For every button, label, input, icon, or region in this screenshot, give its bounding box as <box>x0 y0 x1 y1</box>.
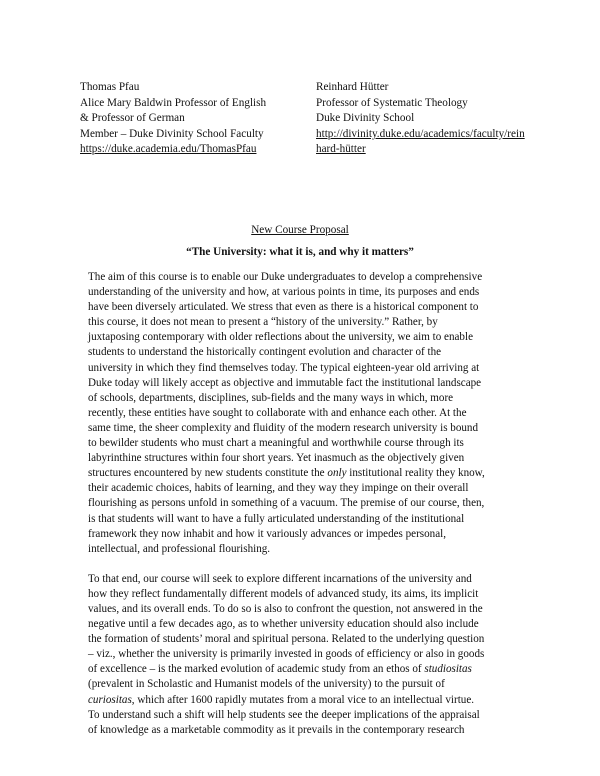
text-segment: , which after 1600 rapidly mutates from a moral vice to an intellectual virtue. <box>131 693 475 706</box>
text-line: recently, these entities have sought to collaborate with and enhance each other. At the <box>88 406 467 419</box>
text-line: same time, the sheer complexity and fluidity of the modern research university is bound <box>88 421 479 434</box>
left-contact-block <box>80 80 290 158</box>
paragraph-1 <box>88 270 528 557</box>
text-line: To that end, our course will seek to explore different incarnations of the university and <box>88 572 472 585</box>
coauthor-title: Professor of Systematic Theology <box>316 96 468 109</box>
coauthor-profile-link[interactable]: http://divinity.duke.edu/academics/faculty/rein <box>316 127 525 140</box>
text-line <box>88 663 472 675</box>
text-line: values, and its overall ends. To do so is also to confront the question, not answered in the <box>88 602 483 615</box>
author-affiliation: Member – Duke Divinity School Faculty <box>80 127 264 140</box>
text-line: of knowledge as a marketable commodity as it prevails in the contemporary research <box>88 723 465 736</box>
text-line: have been diversely articulated. We stress that even as there is a historical component to <box>88 301 479 314</box>
text-line: negative until a few decades ago, as to whether university education should also include <box>88 618 479 631</box>
text-line: is that students will want to have a fully articulated understanding of the institutional <box>88 512 465 525</box>
text-segment: of excellence – is the marked evolution of academic study from an ethos of <box>88 663 425 676</box>
text-segment: structures encountered by new students constitute the <box>88 467 328 480</box>
right-contact-block <box>316 80 526 158</box>
text-line: – viz., whether the university is primarily invested in goods of efficiency or also in goods <box>88 648 485 661</box>
text-line: university in which they find themselves today. The typical eighteen-year old arriving at <box>88 361 480 374</box>
text-line <box>88 694 474 706</box>
text-line: intellectual, and professional flourishing. <box>88 542 271 555</box>
text-line: flourishing as persons unfold in something of a vacuum. The premise of our course, then, <box>88 497 485 510</box>
text-line: students to understand the historically contingent evolution and character of the <box>88 346 442 359</box>
author-title-continued: & Professor of German <box>80 112 185 125</box>
emphasis-studiositas: studiositas <box>424 663 472 676</box>
author-name: Thomas Pfau <box>80 81 140 93</box>
text-line: To understand such a shift will help students see the deeper implications of the appraisal <box>88 708 480 721</box>
emphasis-curiositas: curiositas <box>88 693 132 706</box>
text-line: to bewilder students who must chart a meaningful and worthwhile course through its <box>88 437 464 450</box>
author-title: Alice Mary Baldwin Professor of English <box>80 96 267 109</box>
coauthor-affiliation: Duke Divinity School <box>316 112 415 125</box>
text-line: understanding of the university and how, at various points in time, its purposes and ends <box>88 286 480 299</box>
text-line: The aim of this course is to enable our Duke undergraduates to develop a comprehensive <box>88 271 483 283</box>
emphasis-only: only <box>327 467 347 480</box>
text-segment: institutional reality they know, <box>346 467 485 480</box>
text-line: (prevalent in Scholastic and Humanist models of the university) to the pursuit of <box>88 678 445 691</box>
text-line: the formation of students’ moral and spiritual persona. Related to the underlying question <box>88 633 485 646</box>
course-title: “The University: what it is, and why it matters” <box>186 246 414 258</box>
proposal-heading: New Course Proposal <box>251 224 349 236</box>
text-line: their academic choices, habits of learning, and they way they impinge on their overall <box>88 482 469 495</box>
text-line <box>88 467 485 479</box>
text-line: of schools, departments, disciplines, sub-fields and the many ways in which, more <box>88 391 454 404</box>
text-line: Duke today will likely accept as objective and immutable fact the institutional landscape <box>88 376 482 389</box>
text-line: this course, it does not mean to present a “history of the university.” Rather, by <box>88 316 438 329</box>
text-line: how they reflect fundamentally different models of advanced study, its aims, its implicit <box>88 587 479 600</box>
text-line: juxtaposing contemporary with older reflections about the university, we aim to enable <box>88 331 473 344</box>
coauthor-name: Reinhard Hütter <box>316 81 389 93</box>
body-text <box>88 270 528 753</box>
coauthor-profile-link-continued[interactable]: hard-hütter <box>316 143 366 156</box>
paragraph-2 <box>88 572 528 738</box>
text-line: labyrinthine structures within four short years. Yet inasmuch as the objectively given <box>88 452 465 465</box>
text-line: framework they now inhabit and how it variously advances or impedes personal, <box>88 527 446 540</box>
author-profile-link[interactable]: https://duke.academia.edu/ThomasPfau <box>80 143 257 156</box>
